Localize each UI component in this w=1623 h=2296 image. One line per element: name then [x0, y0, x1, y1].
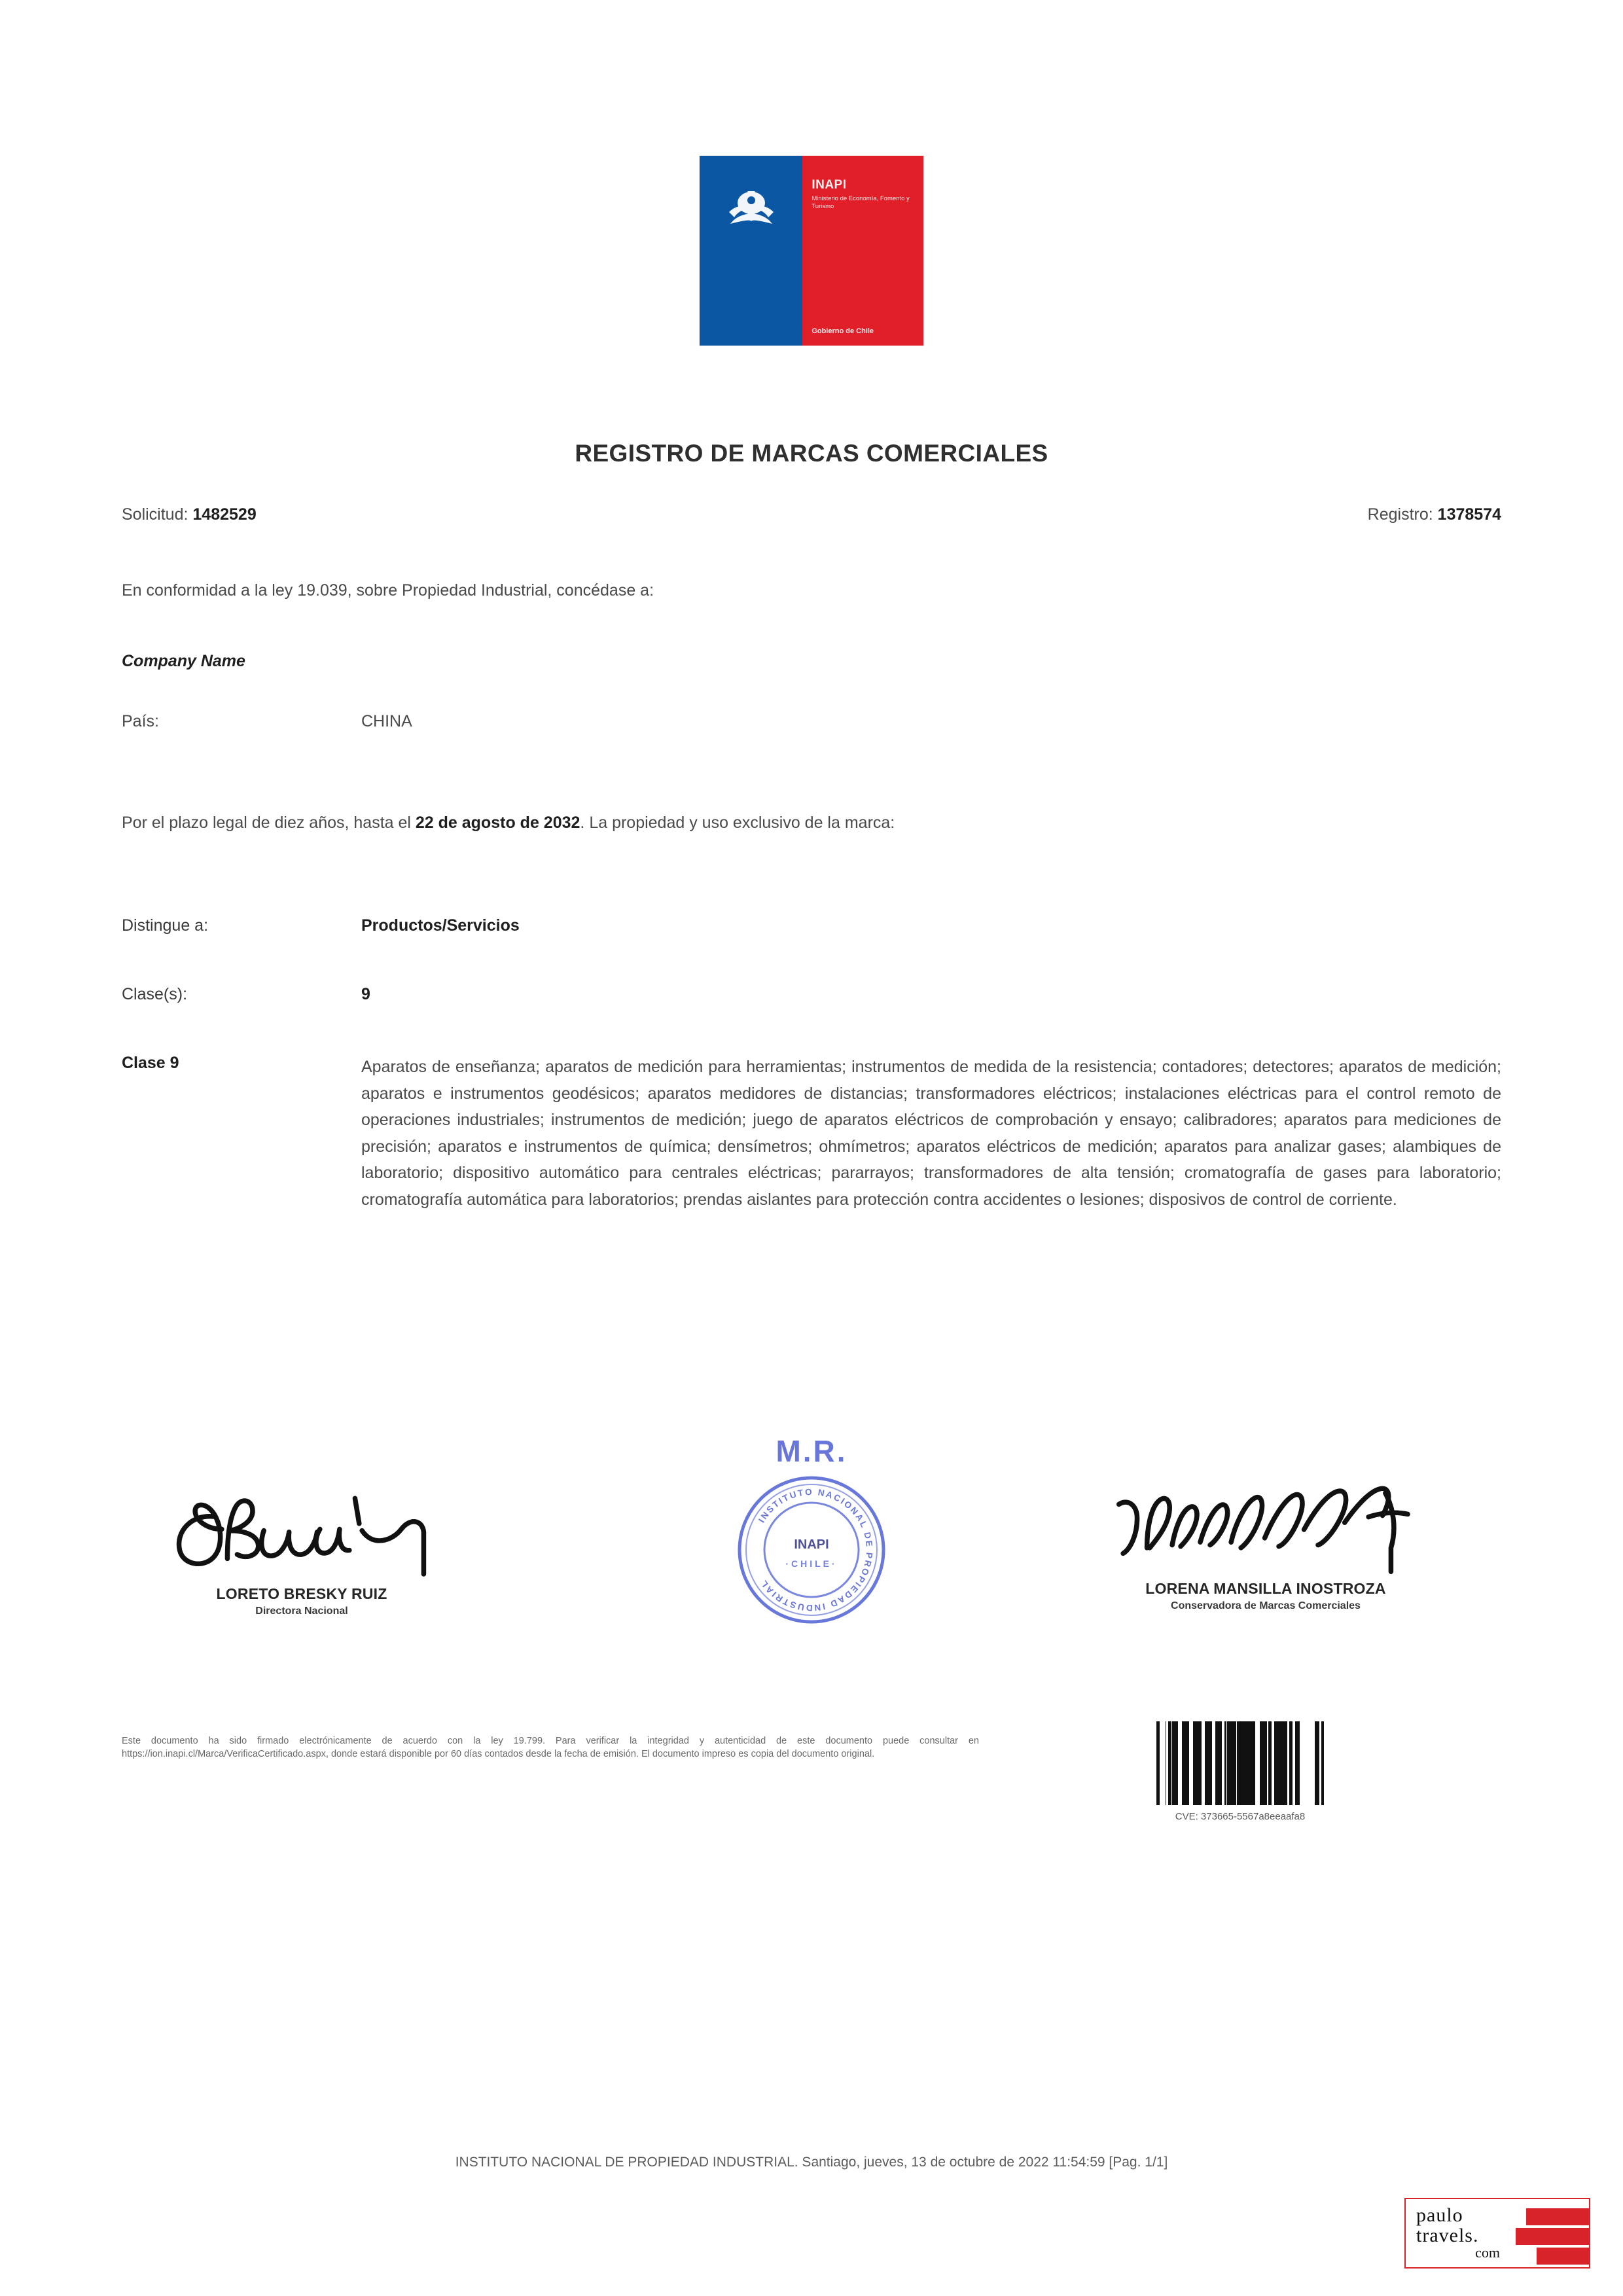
logo-government-text: Gobierno de Chile — [812, 327, 874, 335]
company-name: Company Name — [122, 652, 245, 670]
barcode-block — [1099, 1721, 1381, 1822]
registro-label: Registro: — [1367, 505, 1433, 524]
signature-right-name: LORENA MANSILLA INOSTROZA — [1145, 1580, 1386, 1597]
legal-disclaimer: Este documento ha sido firmado electrónicamente de acuerdo con la ley 19.799. Para verificar la integridad y autenticidad de este documento puede consultar en https://ion.inapi.cl/Marca/VerificaCertificado.aspx, donde estará disponible por 60 días contados desde la fecha de emisión. El documento impreso es copia del documento original. — [122, 1736, 979, 1759]
watermark-stripes — [1516, 2199, 1589, 2267]
seal-center-top: INAPI — [794, 1537, 829, 1552]
plazo-suffix: . La propiedad y uso exclusivo de la marca: — [580, 814, 895, 832]
registro-field — [1368, 505, 1501, 524]
logo-red-panel — [802, 156, 923, 346]
solicitud-label: Solicitud: — [122, 505, 188, 524]
clase-detail-label: Clase 9 — [122, 1054, 179, 1072]
chile-crest-icon — [721, 186, 781, 237]
signature-lorena-mansilla-icon — [1102, 1480, 1432, 1579]
barcode-image — [1099, 1721, 1381, 1805]
country-row — [122, 712, 412, 731]
clase-detail-text: Aparatos de enseñanza; aparatos de medición para herramientas; instrumentos de medida de la resistencia; contadores; detectores; aparatos de medición; aparatos e instrumentos geodésicos; aparatos medidores de distancias; transformadores eléctricos; instalaciones eléctricas para el control remoto de operaciones industriales; instrumentos de medición; juego de aparatos eléctricos de comprobación y ensayo; calibradores; aparatos para mediciones de precisión; aparatos e instrumentos de química; densímetros; ohmímetros; aparatos eléctricos de medición; aparatos para analizar gases; alambiques de laboratorio; dispositivo automático para centrales eléctricas; pararrayos; transformadores de alta tensión; cromatografía de gases para laboratorio; cromatografía automática para laboratorios; prendas aislantes para protección contra accidentes o lesiones; disposivos de control de corriente. — [361, 1058, 1501, 1209]
watermark-line2: travels. — [1416, 2224, 1479, 2246]
signature-left-title: Directora Nacional — [255, 1605, 348, 1617]
clase-detail-block — [122, 1054, 1501, 1213]
watermark-line3: com — [1475, 2244, 1500, 2261]
reference-row — [122, 505, 1501, 524]
solicitud-value: 1482529 — [192, 505, 257, 524]
svg-text:INSTITUTO NACIONAL DE PROPIEDA: INSTITUTO NACIONAL DE PROPIEDAD INDUSTRIAL — [757, 1486, 875, 1613]
clases-row — [122, 985, 370, 1004]
cve-code: CVE: 373665-5567a8eeaafa8 — [1175, 1811, 1306, 1822]
registered-mark-stamp — [717, 1433, 906, 1632]
plazo-line — [122, 814, 895, 833]
conformidad-line: En conformidad a la ley 19.039, sobre Propiedad Industrial, concédase a: — [122, 581, 654, 600]
clases-label: Clase(s): — [122, 985, 188, 1003]
logo-ministry-text: Ministerio de Economía, Fomento y Turismo — [812, 195, 910, 210]
signature-left-name: LORETO BRESKY RUIZ — [216, 1585, 387, 1602]
plazo-prefix: Por el plazo legal de diez años, hasta el — [122, 814, 416, 832]
distingue-label: Distingue a: — [122, 916, 209, 935]
mr-text: M.R. — [776, 1434, 847, 1468]
seal-center-bottom: ·CHILE· — [785, 1558, 838, 1569]
signature-right — [1102, 1480, 1429, 1612]
signature-loreto-bresky-icon — [154, 1486, 449, 1584]
clases-value: 9 — [361, 985, 370, 1003]
logo-brand-text: INAPI — [812, 178, 847, 192]
signature-right-title: Conservadora de Marcas Comerciales — [1171, 1600, 1361, 1611]
distingue-row — [122, 916, 520, 935]
watermark-logo — [1404, 2198, 1590, 2269]
signature-area — [122, 1433, 1501, 1676]
country-value: CHINA — [361, 712, 412, 730]
country-label: País: — [122, 712, 159, 730]
inapi-seal-icon — [733, 1471, 890, 1628]
registro-value: 1378574 — [1437, 505, 1501, 524]
page-title: REGISTRO DE MARCAS COMERCIALES — [575, 440, 1048, 467]
logo-blue-panel — [700, 156, 802, 346]
inapi-logo — [0, 156, 1623, 346]
watermark-line1: paulo — [1416, 2204, 1463, 2227]
distingue-value: Productos/Servicios — [361, 916, 520, 935]
solicitud-field — [122, 505, 257, 524]
institution-footer-line: INSTITUTO NACIONAL DE PROPIEDAD INDUSTRIAL. Santiago, jueves, 13 de octubre de 2022 11:54:59 [Pag. 1/1] — [455, 2155, 1168, 2170]
plazo-date: 22 de agosto de 2032 — [415, 814, 580, 832]
signature-left — [148, 1486, 455, 1617]
